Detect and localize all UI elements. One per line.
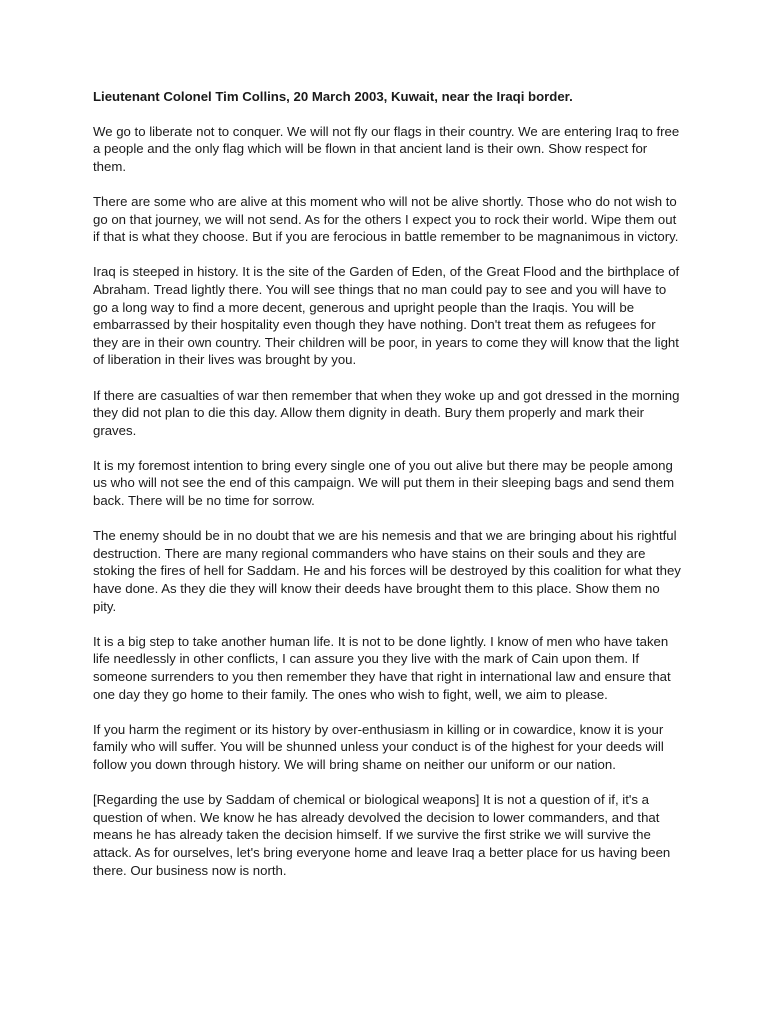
paragraph: It is my foremost intention to bring every single one of you out alive but there may be people among us who will not see the end of this campaign. We will put them in their sleeping bags and send them back. There will be no time for sorrow. [93, 457, 675, 509]
paragraph: Iraq is steeped in history. It is the site of the Garden of Eden, of the Great Flood and the birthplace of Abraham. Tread lightly there. You will see things that no man could pay to see and you will have to go a long way to find a more decent, generous and upright people than the Iraqis. You will be embarrassed by their hospitality even though they have nothing. Don't treat them as refugees for they are in their own country. Their children will be poor, in years to come they will know that the light of liberation in their lives was brought by you. [93, 264, 680, 368]
paragraph: The enemy should be in no doubt that we are his nemesis and that we are bringing about his rightful destruction. There are many regional commanders who have stains on their souls and they are stoking the fires of hell for Saddam. He and his forces will be destroyed by this coalition for what they have done. As they die they will know their deeds have brought them to this place. Show them no pity. [93, 528, 681, 614]
paragraph: [Regarding the use by Saddam of chemical or biological weapons] It is not a question of if, it's a question of when. We know he has already devolved the decision to lower commanders, and that means he has already taken the decision himself. If we survive the first strike we will survive the attack. As for ourselves, let's bring everyone home and leave Iraq a better place for us having been there. Our business now is north. [93, 792, 671, 878]
paragraph: We go to liberate not to conquer. We will not fly our flags in their country. We are entering Iraq to free a people and the only flag which will be flown in that ancient land is their own. Show respect for them. [93, 123, 680, 174]
paragraph: If you harm the regiment or its history by over-enthusiasm in killing or in cowardice, know it is your family who will suffer. You will be shunned unless your conduct is of the highest for your deeds will follow you down through history. We will bring shame on neither our uniform or our nation. [93, 721, 664, 772]
paragraph: If there are casualties of war then remember that when they woke up and got dressed in the morning they did not plan to die this day. Allow them dignity in death. Bury them properly and mark their graves. [93, 387, 680, 438]
paragraph: There are some who are alive at this moment who will not be alive shortly. Those who do not wish to go on that journey, we will not send. As for the others I expect you to rock their world. Wipe them out if that is what they choose. But if you are ferocious in battle remember to be magnanimous in victory. [93, 193, 679, 245]
document-body [93, 88, 683, 897]
document-heading: Lieutenant Colonel Tim Collins, 20 March 2003, Kuwait, near the Iraqi border. [93, 89, 573, 104]
paragraph: It is a big step to take another human life. It is not to be done lightly. I know of men who have taken life needlessly in other conflicts, I can assure you they live with the mark of Cain upon them. If someone surrenders to you then remember they have that right in international law and ensure that one day they go home to their family. The ones who wish to fight, well, we aim to please. [93, 633, 671, 702]
